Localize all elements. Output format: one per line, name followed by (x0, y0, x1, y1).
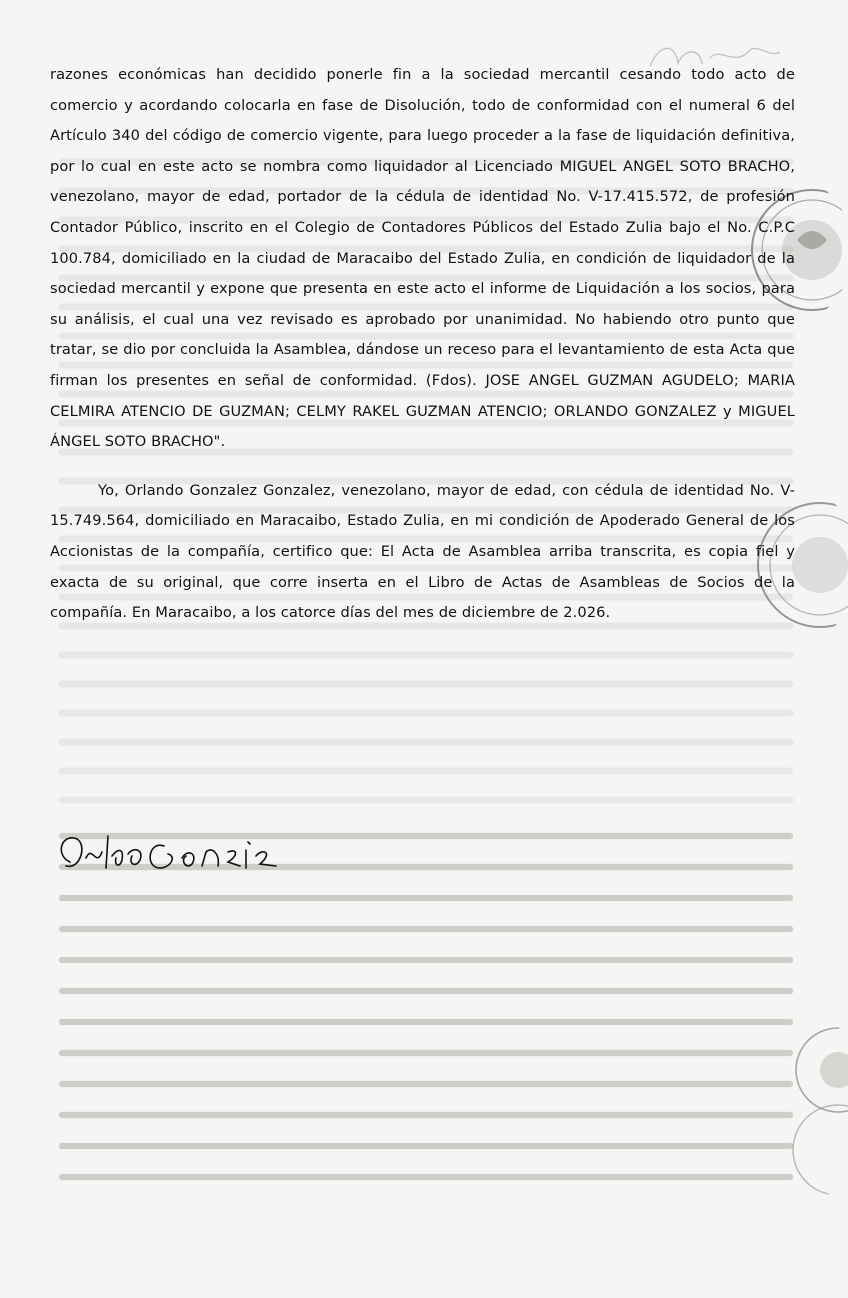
document-body (50, 60, 795, 629)
certification-paragraph: Yo, Orlando Gonzalez Gonzalez, venezolano, mayor de edad, con cédula de identidad No. V-15.749.564, domiciliado en Maracaibo, Estado Zulia, en mi condición de Apoderado General de los Accionistas de la compañía, certifico que: El Acta de Asamblea arriba transcrita, es copia fiel y exacta de su original, que corre inserta en el Libro de Actas de Asambleas de Socios de la compañía. En Maracaibo, a los catorce días del mes de diciembre de 2.026. (50, 481, 795, 622)
main-paragraph: razones económicas han decidido ponerle fin a la sociedad mercantil cesando todo acto de comercio y acordando colocarla en fase de Disolución, todo de conformidad con el numeral 6 del Artículo 340 del código de comercio vigente, para luego proceder a la fase de liquidación definitiva, por lo cual en este acto se nombra como liquidador al Licenciado MIGUEL ANGEL SOTO BRACHO, venezolano, mayor de edad, portador de la cédula de identidad No. V-17.415.572, de profesión Contador Público, inscrito en el Colegio de Contadores Públicos del Estado Zulia bajo el No. C.P.C 100.784, domiciliado en la ciudad de Maracaibo del Estado Zulia, en condición de liquidador de la sociedad mercantil y expone que presenta en este acto el informe de Liquidación a los socios, para su análisis, el cual una vez revisado es aprobado por unanimidad. No habiendo otro punto que tratar, se dio por concluida la Asamblea, dándose un receso para el levantamiento de esta Acta que firman los presentes en señal de conformidad. (Fdos). JOSE ANGEL GUZMAN AGUDELO; MARIA CELMIRA ATENCIO DE GUZMAN; CELMY RAKEL GUZMAN ATENCIO; ORLANDO GONZALEZ y MIGUEL ÁNGEL SOTO BRACHO". (50, 66, 795, 451)
registry-seal-stamp-bottom (768, 1010, 848, 1200)
handwritten-signature (52, 826, 292, 886)
